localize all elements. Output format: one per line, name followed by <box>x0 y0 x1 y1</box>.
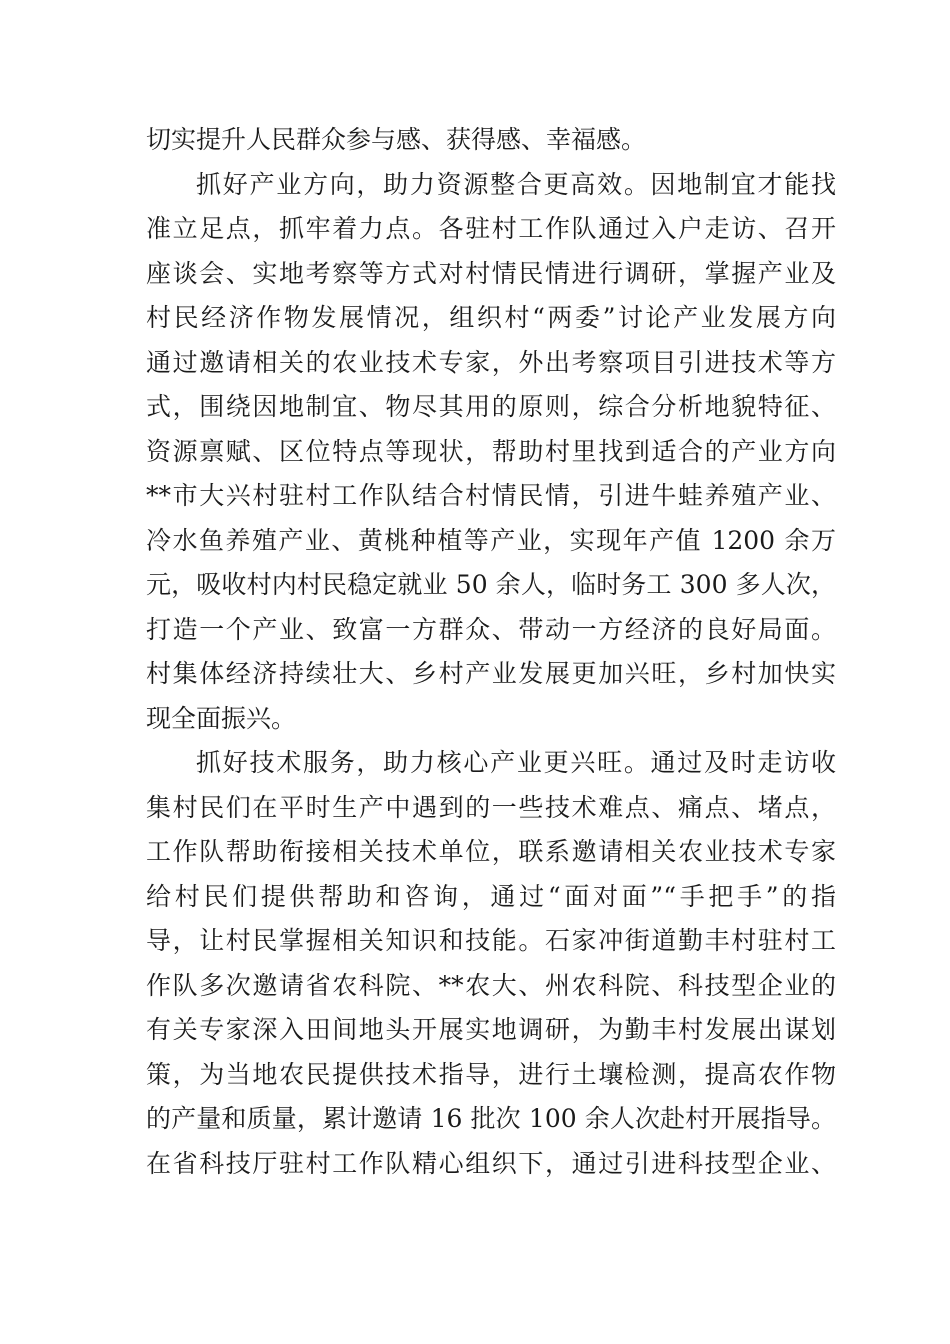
text-line: 的产量和质量，累计邀请 16 批次 100 余人次赴村开展指导。 <box>146 1104 836 1133</box>
text-line: 有关专家深入田间地头开展实地调研，为勤丰村发展出谋划 <box>146 1015 836 1044</box>
text-line: 准立足点，抓牢着力点。各驻村工作队通过入户走访、召开 <box>146 214 836 243</box>
text-line: 抓好技术服务，助力核心产业更兴旺。通过及时走访收 <box>196 748 836 777</box>
text-line: 元，吸收村内村民稳定就业 50 余人，临时务工 300 多人次， <box>146 570 836 599</box>
text-line: 导，让村民掌握相关知识和技能。石家冲街道勤丰村驻村工 <box>146 926 836 955</box>
text-line: 给村民们提供帮助和咨询，通过“面对面”“手把手”的指 <box>146 881 836 911</box>
text-line: 村集体经济持续壮大、乡村产业发展更加兴旺，乡村加快实 <box>146 659 836 688</box>
text-line: 集村民们在平时生产中遇到的一些技术难点、痛点、堵点， <box>146 792 836 822</box>
text-line: 抓好产业方向，助力资源整合更高效。因地制宜才能找 <box>196 169 836 199</box>
body-text <box>146 118 836 1186</box>
text-line: 式，围绕因地制宜、物尽其用的原则，综合分析地貌特征、 <box>146 392 836 421</box>
text-line: 作队多次邀请省农科院、**农大、州农科院、科技型企业的 <box>146 970 836 1000</box>
text-line: 冷水鱼养殖产业、黄桃种植等产业，实现年产值 1200 余万 <box>146 525 836 555</box>
text-line: 座谈会、实地考察等方式对村情民情进行调研，掌握产业及 <box>146 258 836 288</box>
text-line: **市大兴村驻村工作队结合村情民情，引进牛蛙养殖产业、 <box>146 481 836 510</box>
text-line: 通过邀请相关的农业技术专家，外出考察项目引进技术等方 <box>146 347 836 377</box>
text-line: 资源禀赋、区位特点等现状，帮助村里找到适合的产业方向 <box>146 436 836 466</box>
text-line: 现全面振兴。 <box>146 703 297 733</box>
text-line: 策，为当地农民提供技术指导，进行土壤检测，提高农作物 <box>146 1059 836 1089</box>
text-line: 切实提升人民群众参与感、获得感、幸福感。 <box>146 125 647 154</box>
text-line: 打造一个产业、致富一方群众、带动一方经济的良好局面。 <box>146 614 836 644</box>
text-line: 在省科技厅驻村工作队精心组织下，通过引进科技型企业、 <box>146 1148 836 1178</box>
text-line: 工作队帮助衔接相关技术单位，联系邀请相关农业技术专家 <box>146 837 836 866</box>
text-line: 村民经济作物发展情况，组织村“两委”讨论产业发展方向 <box>146 303 836 332</box>
